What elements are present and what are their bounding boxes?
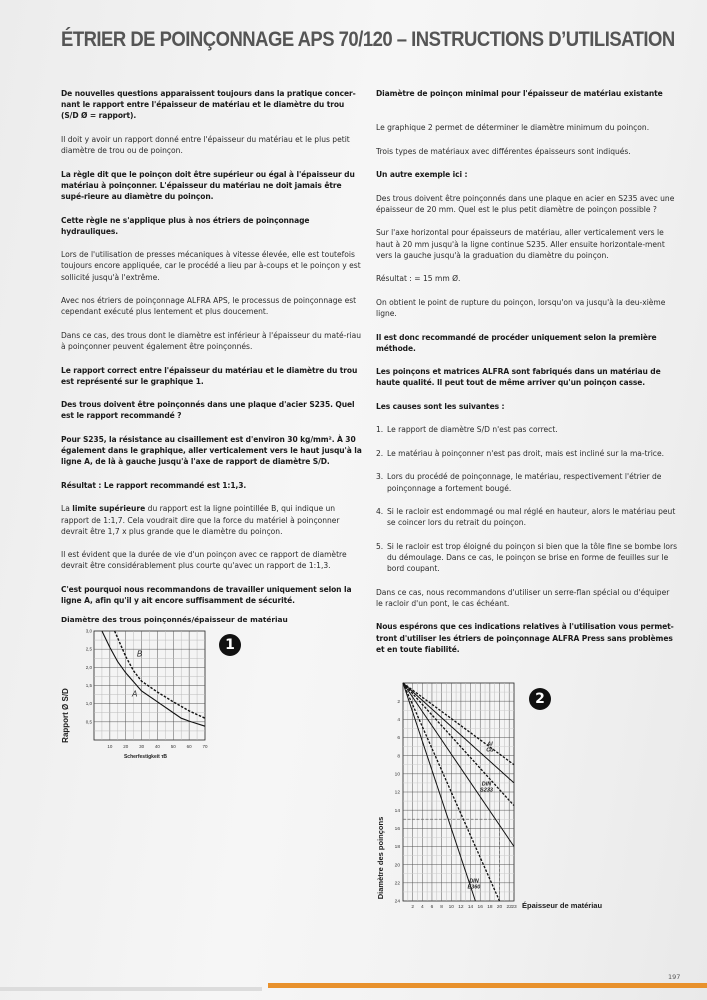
list-text: Si le racloir est trop éloigné du poinçon si bien que la tôle fine se bombe lors du démoulage. Dans ce cas, le poinçon se brise en forme de feuilles sur le bord coupant. (387, 541, 678, 574)
list-number: 5. (376, 541, 384, 551)
y-tick-label: 12 (394, 790, 400, 796)
x-tick-label: 60 (186, 744, 192, 749)
y-tick-label: 2,0 (85, 664, 92, 670)
chart-2-badge: 2 (529, 688, 551, 710)
y-tick-label: 10 (394, 772, 400, 778)
list-item (376, 541, 678, 575)
list-number: 3. (376, 472, 384, 482)
y-tick-label: 20 (394, 863, 400, 869)
chart-1 (55, 625, 215, 774)
x-tick-label: 20 (496, 905, 503, 910)
section-heading: Diamètre de poinçon minimal pour l'épaisseur de matériau existante (376, 89, 663, 98)
paragraph: Dans ce cas, des trous dont le diamètre est inférieur à l'épaisseur du maté-riau à poinçonner peuvent également être poinçonnés. (61, 330, 362, 352)
x-tick-label: 22 (506, 905, 512, 910)
y-axis-label: Diamètre des poinçons (376, 816, 385, 900)
y-tick-label: 3,0 (85, 628, 92, 634)
paragraph: Trois types de matériaux avec différentes épaisseurs sont indiqués. (376, 146, 631, 156)
y-tick-label: 24 (394, 899, 400, 905)
paragraph: Lors de l'utilisation de presses mécaniques à vitesse élevée, elle est toutefois toujours encore appliquée, car le procédé a lieu par à-coups et le poinçon y est sollicité jusqu'à l'extrême. (61, 250, 361, 282)
y-tick-label: 6 (397, 736, 400, 742)
chart-annotation: S233 (480, 787, 493, 794)
x-tick-label: 23 (511, 905, 517, 910)
x-axis-label: Scherfestigkeit τB (123, 754, 168, 760)
paragraph: Les poinçons et matrices ALFRA sont fabriqués dans un matériau de haute qualité. Il peut tout de même arriver qu'un poinçon casse. (376, 367, 661, 388)
chart-1-title: Diamètre des trous poinçonnés/épaisseur de matériau (61, 615, 288, 624)
x-tick-label: 16 (477, 905, 483, 910)
paragraph (61, 503, 363, 537)
chart-annotation: DIN (481, 781, 492, 788)
y-tick-label: 8 (397, 754, 400, 760)
y-tick-label: 1,5 (85, 683, 92, 688)
series-label-b: B (136, 649, 143, 659)
list-text: Si le racloir est endommagé ou mal réglé en hauteur, alors le matériau peut se coincer lors du retrait du poinçon. (387, 507, 676, 528)
x-tick-label: 6 (430, 905, 434, 910)
paragraph-prefix: La (61, 504, 73, 514)
x-tick-label: 50 (170, 744, 176, 749)
list-text: Le matériau à poinçonner n'est pas droit, mais est incliné sur la ma-trice. (387, 448, 664, 458)
y-tick-label: 2,5 (85, 646, 92, 652)
paragraph: Il est donc recommandé de procéder uniquement selon la première méthode. (376, 332, 657, 353)
y-tick-label: 1,0 (85, 701, 92, 707)
x-tick-label: 20 (123, 744, 129, 749)
paragraph: Un autre exemple ici : (376, 170, 468, 180)
series-label-a: A (132, 689, 138, 699)
chart-annotation: DIN (469, 878, 479, 885)
x-tick-label: 4 (420, 905, 424, 910)
y-tick-label: 4 (397, 717, 400, 723)
x-tick-label: 10 (448, 905, 454, 910)
paragraph: Sur l'axe horizontal pour épaisseurs de matériau, aller verticalement vers le haut à 20 mm jusqu'à la ligne continue S235. Aller ensuite horizontale-ment vers la gauche jusqu'à la graduation du diamètre du poinçon. (376, 228, 665, 260)
chart-1-badge: 1 (219, 634, 241, 656)
x-tick-label: 8 (440, 905, 443, 910)
chart-annotation: Cu (486, 747, 494, 754)
paragraph: Le graphique 2 permet de déterminer le diamètre minimum du poinçon. (376, 123, 650, 133)
list-text: Le rapport de diamètre S/D n'est pas correct. (387, 425, 558, 435)
paragraph: La règle dit que le poinçon doit être supérieur ou égal à l'épaisseur du matériau à poinçonner. L'épaisseur du matériau ne doit jamais être supé-rieure au diamètre du poinçon. (61, 169, 355, 202)
y-tick-label: 16 (394, 826, 400, 832)
paragraph: Nous espérons que ces indications relatives à l'utilisation vous permet-tront d'utiliser les étriers de poinçonnage ALFRA Press sans problèmes et en toute fiabilité. (376, 622, 674, 654)
paragraph: Le rapport correct entre l'épaisseur du matériau et le diamètre du trou est représenté sur le graphique 1. (61, 365, 358, 386)
list-text: Lors du procédé de poinçonnage, le matériau, respectivement l'étrier de poinçonnage a fortement bougé. (387, 472, 662, 493)
y-tick-label: 18 (394, 845, 400, 851)
chart-annotation: E360 (467, 884, 481, 891)
left-column (61, 88, 363, 619)
paragraph: Résultat : = 15 mm Ø. (376, 274, 461, 284)
paragraph: Des trous doivent être poinçonnés dans une plaque en acier en S235 avec une épaisseur de 20 mm. Quel est le plus petit diamètre de poinçon possible ? (376, 193, 675, 214)
list-item (376, 424, 678, 435)
paragraph: Les causes sont les suivantes : (376, 401, 505, 411)
y-tick-label: 2 (397, 699, 400, 705)
page-title: ÉTRIER DE POINÇONNAGE APS 70/120 – INSTRUCTIONS D’UTILISATION (61, 27, 675, 51)
list-number: 2. (376, 448, 384, 458)
paragraph: Pour S235, la résistance au cisaillement est d'environ 30 kg/mm². À 30 également dans le graphique, aller verticalement vers le haut jusqu'à la ligne A, de là à gauche jusqu'à l'axe de rapport de diamètre S/D. (61, 434, 362, 467)
list-item (376, 448, 678, 459)
paragraph: Il doit y avoir un rapport donné entre l'épaisseur du matériau et le plus petit diamètre de trou ou de poinçon. (61, 134, 350, 156)
paragraph: Résultat : Le rapport recommandé est 1:1,3. (61, 480, 247, 490)
x-tick-label: 18 (487, 905, 493, 910)
x-tick-label: 40 (154, 744, 160, 749)
y-tick-label: 0,5 (85, 719, 92, 725)
y-axis-label: Rapport Ø S/D (61, 688, 70, 743)
causes-list (376, 424, 678, 574)
footer-accent-bar (268, 983, 707, 988)
x-tick-label: 70 (202, 744, 208, 749)
x-axis-label: Épaisseur de matériau (522, 901, 603, 910)
paragraph: Avec nos étriers de poinçonnage ALFRA APS, le processus de poinçonnage est cependant exécuté plus lentement et plus doucement. (61, 296, 357, 317)
chart-2 (370, 675, 630, 919)
chart-annotation: Al (487, 741, 493, 748)
x-tick-label: 30 (139, 744, 145, 749)
x-tick-label: 10 (107, 744, 113, 749)
paragraph-text: du rapport est la ligne pointillée B, qui indique un rapport de 1:1,7. Cela voudrait dire que la force du matériel à poinçonner devrait être 1,7 x plus grande que le diamètre du poinçon. (61, 504, 340, 536)
list-number: 4. (376, 507, 384, 517)
emphasis: limite supérieure (72, 504, 146, 514)
right-column (376, 88, 678, 667)
paragraph: Il est évident que la durée de vie d'un poinçon avec ce rapport de diamètre devrait être considérablement plus courte qu'avec un rapport de 1:1,3. (61, 550, 347, 571)
y-tick-label: 22 (394, 881, 400, 887)
paragraph: Dans ce cas, nous recommandons d'utiliser un serre-flan spécial ou d'équiper le racloir d'un pont, le cas échéant. (376, 587, 670, 608)
page-number: 197 (668, 973, 681, 981)
paragraph: Des trous doivent être poinçonnés dans une plaque d'acier S235. Quel est le rapport recommandé ? (61, 400, 355, 421)
y-tick-label: 14 (394, 808, 400, 814)
x-tick-label: 2 (411, 905, 414, 910)
list-item (376, 471, 678, 493)
x-tick-label: 14 (467, 905, 474, 910)
paragraph: On obtient le point de rupture du poinçon, lorsqu'on va jusqu'à la deu-xième ligne. (376, 297, 666, 319)
list-item (376, 506, 678, 528)
x-tick-label: 12 (458, 905, 464, 910)
footer-gray-bar (0, 987, 262, 991)
paragraph: C'est pourquoi nous recommandons de travailler uniquement selon la ligne A, afin qu'il y ait encore suffisamment de sécurité. (61, 584, 352, 606)
paragraph: De nouvelles questions apparaissent toujours dans la pratique concer-nant le rapport entre l'épaisseur de matériau et le diamètre du trou (S/D Ø = rapport). (61, 89, 356, 121)
list-number: 1. (376, 425, 384, 435)
paragraph: Cette règle ne s'applique plus à nos étriers de poinçonnage hydrauliques. (61, 215, 310, 236)
